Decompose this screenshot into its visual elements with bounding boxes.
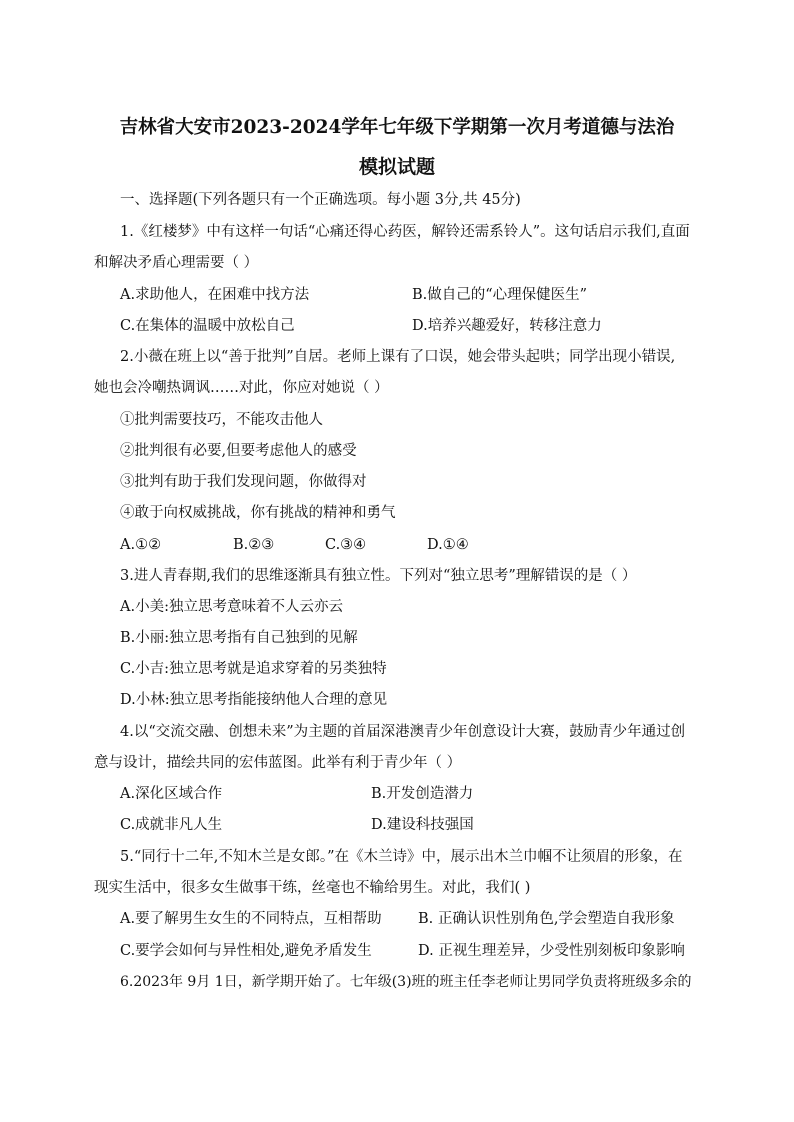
q4-option-b: B.开发创造潜力 — [371, 786, 474, 802]
q3-option-a: A.小美:独立思考意味着不人云亦云 — [120, 599, 343, 615]
q5-option-d: D. 正视生理差异，少受性别刻板印象影响 — [418, 943, 685, 959]
q2-statement-1: ①批判需要技巧，不能攻击他人 — [120, 412, 323, 428]
q3-option-c: C.小吉:独立思考就是追求穿着的另类独特 — [120, 661, 387, 677]
q4-stem-line1: 4.以“交流交融、创想未来”为主题的首届深港澳青少年创意设计大赛，鼓励青少年通过创 — [120, 724, 686, 740]
q5-option-a: A.要了解男生女生的不同特点，互相帮助 — [120, 911, 382, 927]
q2-statement-4: ④敢于向权威挑战，你有挑战的精神和勇气 — [120, 505, 396, 521]
q2-statement-3: ③批判有助于我们发现问题，你做得对 — [120, 474, 367, 490]
section-heading: 一、选择题(下列各题只有一个正确选项。每小题 3分,共 45分) — [120, 192, 521, 208]
q1-stem-line1: 1.《红楼梦》中有这样一句话“心痛还得心药医，解铃还需系铃人”。这句话启示我们,直面 — [120, 224, 690, 240]
q3-stem-line1: 3.进人青春期,我们的思维逐渐具有独立性。下列对“独立思考”理解错误的是（ ） — [120, 568, 637, 584]
q2-option-a: A.①② — [120, 537, 162, 553]
q2-option-d: D.①④ — [427, 537, 469, 553]
doc-title-line2: 模拟试题 — [358, 156, 435, 178]
q5-stem-line1: 5.“同行十二年,不知木兰是女郎。”在《木兰诗》中，展示出木兰巾帼不让须眉的形象，在 — [120, 849, 683, 865]
q2-stem-line2: 她也会冷嘲热调讽……对此，你应对她说（ ） — [94, 380, 389, 396]
q1-option-d: D.培养兴趣爱好，转移注意力 — [412, 318, 602, 334]
q3-option-d: D.小林:独立思考指能接纳他人合理的意见 — [120, 692, 388, 708]
q1-stem-line2: 和解决矛盾心理需要（ ） — [94, 255, 259, 271]
doc-title-line1: 吉林省大安市2023-2024学年七年级下学期第一次月考道德与法治 — [119, 117, 675, 138]
q4-stem-line2: 意与设计，描绘共同的宏伟蓝图。此举有利于青少年（ ） — [94, 755, 462, 771]
q2-option-b: B.②③ — [233, 537, 275, 553]
q4-option-a: A.深化区域合作 — [120, 786, 223, 802]
q2-stem-line1: 2.小薇在班上以“善于批判”自居。老师上课有了口误，她会带头起哄；同学出现小错误, — [120, 349, 676, 365]
q1-option-a: A.求助他人，在困难中找方法 — [120, 287, 310, 303]
q1-option-b: B.做自己的“心理保健医生” — [412, 287, 588, 303]
q2-statement-2: ②批判很有必要,但要考虑他人的感受 — [120, 443, 357, 459]
q5-stem-line2: 现实生活中，很多女生做事干练，丝毫也不输给男生。对此，我们( ) — [94, 880, 531, 896]
q2-option-c: C.③④ — [325, 537, 367, 553]
q5-option-c: C.要学会如何与异性相处,避免矛盾发生 — [120, 943, 372, 959]
q1-option-c: C.在集体的温暖中放松自己 — [120, 318, 295, 334]
q6-stem-line1: 6.2023年 9月 1日，新学期开始了。七年级(3)班的班主任李老师让男同学负责将班级多余的 — [120, 974, 692, 990]
q4-option-d: D.建设科技强国 — [371, 817, 474, 833]
q3-option-b: B.小丽:独立思考指有自己独到的见解 — [120, 630, 358, 646]
q4-option-c: C.成就非凡人生 — [120, 817, 223, 833]
q5-option-b: B. 正确认识性别角色,学会塑造自我形象 — [418, 911, 675, 927]
